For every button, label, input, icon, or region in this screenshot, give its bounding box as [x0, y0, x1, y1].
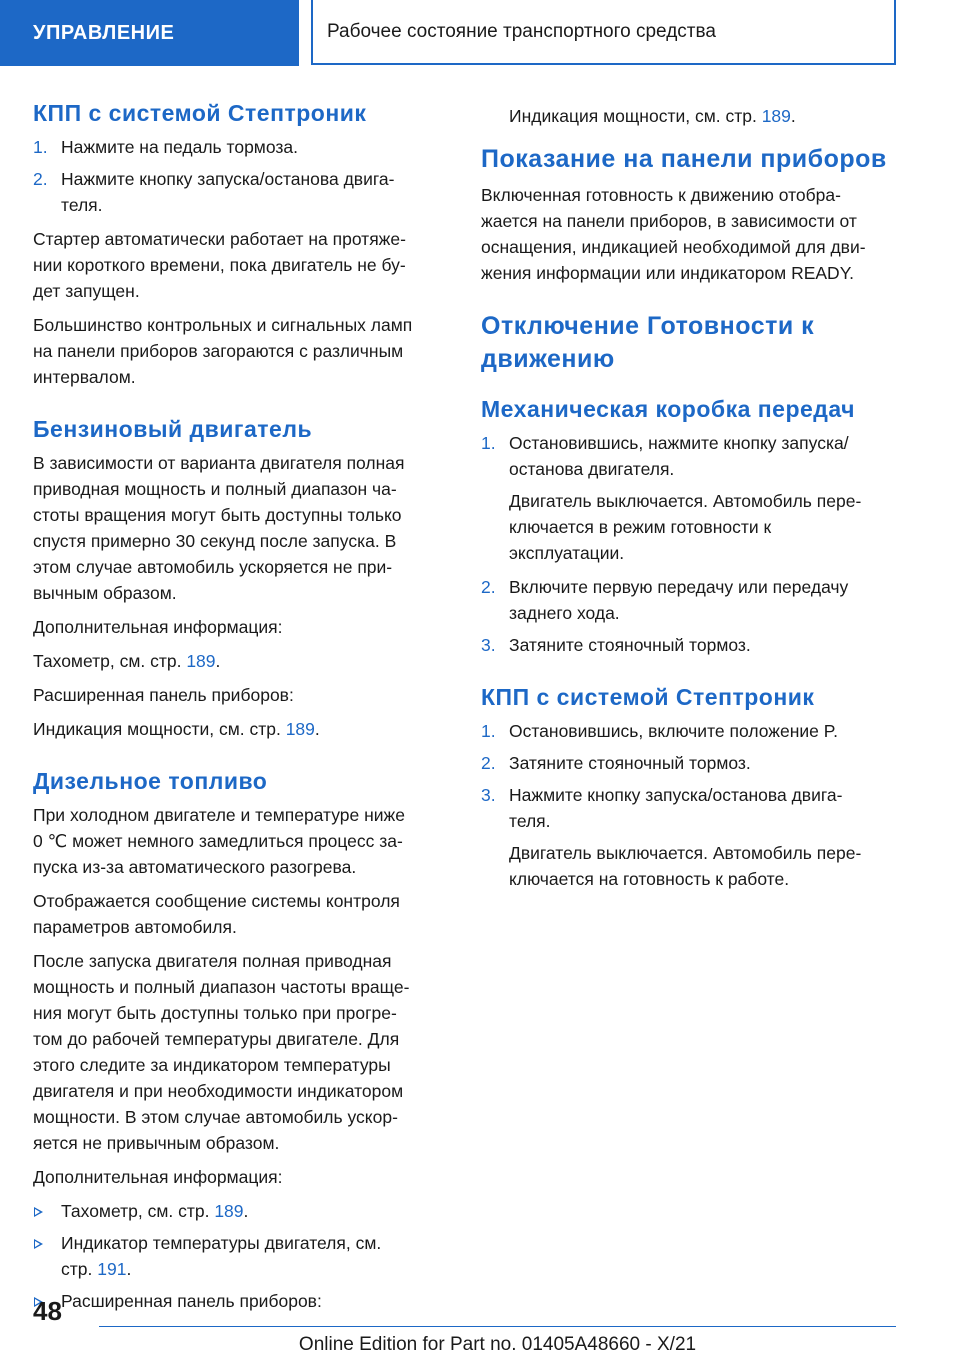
reference-list [33, 1198, 445, 1314]
step-number: 1. [481, 721, 496, 741]
heading-diesel: Дизельное топливо [33, 768, 268, 794]
more-info-label: Дополнительная информация: [33, 617, 283, 637]
right-column [481, 103, 901, 900]
list-item [33, 166, 445, 218]
reference-text: Расширенная панель приборов: [61, 1291, 322, 1311]
list-item [481, 750, 901, 776]
page-link[interactable]: 189 [186, 651, 216, 671]
paragraph: В зависимости от варианта двигателя полная приводная мощность и полный диапазон ча- стоты вращения могут быть доступны только спустя примерно 30 секунд после запуска. В этом случае автомобиль ускоряется не при- вычным образом. [33, 453, 405, 603]
step-number: 1. [33, 137, 48, 157]
step-result: Двигатель выключается. Автомобиль пере- ключается на готовность к работе. [509, 843, 862, 889]
step-text: Затяните стояночный тормоз. [509, 635, 751, 655]
heading-petrol: Бензиновый двигатель [33, 416, 313, 442]
heading-manual: Механическая коробка передач [481, 396, 855, 422]
step-number: 2. [33, 169, 48, 189]
steptronic-steps [33, 134, 445, 218]
section-tab[interactable]: УПРАВЛЕНИЕ [0, 0, 299, 66]
reference-text: Тахометр, см. стр. [33, 651, 187, 671]
paragraph: После запуска двигателя полная приводная мощность и полный диапазон частоты враще- ния могут быть доступны только при прогре- том до рабочей температуры двигателе. Для этого следите за индикатором температуры двигателя и при необходимости индикатором мощности. В этом случае автомобиль ускор- яется не привычным образом. [33, 951, 410, 1153]
manual-steps [481, 430, 901, 658]
page-link[interactable]: 189 [214, 1201, 244, 1221]
step-text: Остановившись, нажмите кнопку запуска/ останова двигателя. [509, 433, 849, 479]
step-number: 2. [481, 753, 496, 773]
list-item [33, 134, 445, 160]
chapter-title: Рабочее состояние транспортного средства [311, 0, 896, 65]
step-number: 3. [481, 785, 496, 805]
list-item [481, 718, 901, 744]
list-item [481, 430, 901, 482]
more-info-label: Дополнительная информация: [33, 1167, 283, 1187]
footer-divider [99, 1326, 896, 1327]
page-number: 48 [33, 1296, 62, 1326]
list-item [481, 574, 901, 626]
paragraph: Отображается сообщение системы контроля параметров автомобиля. [33, 891, 400, 937]
step-number: 1. [481, 433, 496, 453]
step-number: 2. [481, 577, 496, 597]
triangle-bullet-icon [34, 1207, 43, 1217]
reference: Тахометр, см. стр. 189. [33, 651, 221, 671]
steptronic-off-steps [481, 718, 901, 892]
step-text: Затяните стояночный тормоз. [509, 753, 751, 773]
heading-display: Показание на панели приборов [481, 145, 887, 173]
list-item [481, 632, 901, 658]
step-text: Остановившись, включите положение P. [509, 721, 839, 741]
paragraph: Стартер автоматически работает на протяже- нии короткого времени, пока двигатель не бу- дет запущен. [33, 229, 406, 301]
reference-text: Индикация мощности, см. стр. [33, 719, 286, 739]
reference-text: Индикация мощности, см. стр. [509, 106, 762, 126]
step-number: 3. [481, 635, 496, 655]
heading-steptronic-off: КПП с системой Стептроник [481, 684, 815, 710]
reference-text: Расширенная панель приборов: [33, 685, 294, 705]
step-text: Нажмите кнопку запуска/останова двига- теля. [61, 169, 395, 215]
step-text: Включите первую передачу или передачу заднего хода. [509, 577, 849, 623]
left-column [33, 98, 445, 1322]
reference: Индикация мощности, см. стр. 189. [33, 719, 320, 739]
footer-edition: Online Edition for Part no. 01405A48660 - X/21 [298, 1334, 697, 1355]
paragraph: Включенная готовность к движению отобра- жается на панели приборов, в зависимости от оснащения, индикацией необходимой для дви- жения информации или индикатором READY. [481, 185, 866, 283]
heading-off: Отключение Готовности к движению [481, 312, 815, 373]
step-text: Нажмите на педаль тормоза. [61, 137, 298, 157]
paragraph: При холодном двигателе и температуре ниже 0 ℃ может немного замедлиться процесс за- пуска из-за автоматического разогрева. [33, 805, 405, 877]
triangle-bullet-icon [34, 1239, 43, 1249]
page-link[interactable]: 191 [97, 1259, 127, 1279]
step-text: Нажмите кнопку запуска/останова двига- теля. [509, 785, 843, 831]
list-item [481, 782, 901, 834]
page-link[interactable]: 189 [761, 106, 791, 126]
list-item: Индикатор температуры двигателя, см. стр. 191. [33, 1230, 445, 1282]
reference-text: Тахометр, см. стр. [61, 1201, 215, 1221]
reference: Индикация мощности, см. стр. 189. [509, 106, 796, 126]
step-result: Двигатель выключается. Автомобиль пере- ключается в режим готовности к эксплуатации. [509, 491, 862, 563]
reference-text: Индикатор температуры двигателя, см. стр. [61, 1233, 382, 1279]
page-link[interactable]: 189 [285, 719, 315, 739]
list-item: Тахометр, см. стр. 189. [33, 1198, 445, 1224]
list-item [33, 1288, 445, 1314]
heading-steptronic: КПП с системой Стептроник [33, 100, 367, 126]
paragraph: Большинство контрольных и сигнальных ламп на панели приборов загораются с различным интервалом. [33, 315, 413, 387]
